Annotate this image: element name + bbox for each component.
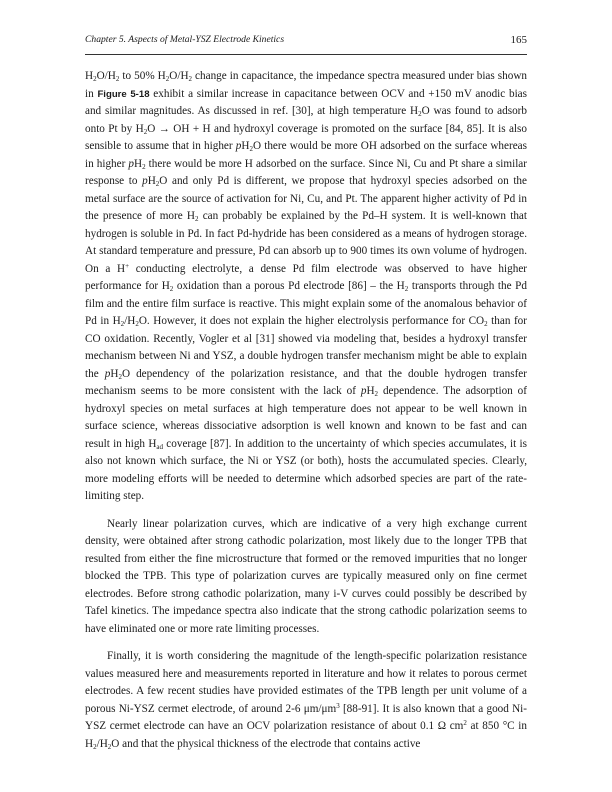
superscript: 2 (463, 719, 467, 727)
italic-text: p (142, 175, 148, 187)
text-run: /H (124, 315, 136, 327)
text-run: [88-91]. It is also known that a good Ni-YSZ cermet electrode can have an OCV polarization resistance of about 0.1 Ω cm (85, 702, 527, 732)
page-number: 165 (510, 34, 527, 46)
text-run: transports through the Pd film and the entire film surface is reactive. This might explain some of the anomalous behavior of Pd in H (85, 280, 527, 327)
paragraph (85, 516, 527, 639)
subscript: 2 (195, 215, 199, 223)
subscript: 2 (135, 320, 139, 328)
subscript: 2 (143, 127, 148, 136)
superscript: + (125, 261, 130, 270)
text-run: Nearly linear polarization curves, which are indicative of a very high exchange current density, were obtained after strong cathodic polarization, most likely due to the longer TPB that resulted from either the fine microstructure that formed or the removed impurities that no longer blocked the TPB. This type of polarization curves are typically measured only on fine cermet electrodes. Before strong cathodic polarization, many i-V curves could possibly be described by Tafel kinetics. The impedance spectra also indicate that the strong cathodic polarization seems to have eliminated one or more rate limiting processes. (85, 517, 527, 635)
subscript: 2 (249, 145, 253, 153)
subscript: 2 (169, 285, 174, 293)
italic-text: p (360, 385, 367, 397)
subscript: 2 (93, 75, 97, 83)
italic-text: p (235, 140, 242, 152)
text-run: O dependency of the polarization resistance, and that the double hydrogen transfer mechanism seems to be more consistent with the lack of (85, 367, 527, 397)
text-run: H (134, 157, 143, 170)
superscript: 3 (336, 701, 340, 710)
text-run: O and that the physical thickness of the electrode that contains active (111, 737, 421, 750)
text-run: /H (96, 737, 108, 750)
header-rule (85, 54, 527, 55)
text-run: conducting electrolyte, a dense Pd film electrode was observed to have higher performance for H (85, 262, 528, 292)
text-run: H (85, 70, 94, 82)
text-run: O there would be more OH adsorbed on the surface whereas in higher (85, 140, 527, 170)
text-run: coverage [87]. In addition to the uncertainty of which species accumulates, it is also not known which surface, the Ni or YSZ (or both), hosts the accumulated species. Clearly, more modeling efforts will be needed to determine which adsorbed species are part of the rate-limiting step. (85, 437, 527, 502)
text-run: Finally, it is worth considering the magnitude of the length-specific polarization resistance values measured here and measurements reported in literature and how it relates to porous cermet electrodes. A few recent studies have provided estimates of the TPB length per unit volume of a porous Ni-YSZ cermet electrode, of around 2-6 μm/μm (85, 650, 527, 715)
text-run: H (241, 140, 250, 152)
text-run: O. However, it does not explain the higher electrolysis performance for CO (138, 315, 485, 327)
text-run: exhibit a similar increase in capacitance between OCV and +150 mV anodic bias and similar magnitudes. As discussed in ref. [30], at high temperature H (85, 87, 527, 117)
subscript: 2 (418, 110, 422, 118)
text-run: H (110, 367, 119, 380)
text-run: there would be more H adsorbed on the surface. Since Ni, Cu and Pt share a similar response to (85, 157, 527, 187)
subscript: 2 (155, 180, 160, 188)
text-run: oxidation than a porous Pd electrode [86] – the H (173, 280, 405, 292)
paragraph (85, 648, 527, 753)
italic-text: p (128, 157, 135, 170)
chapter-title: Chapter 5. Aspects of Metal-YSZ Electrode Kinetics (85, 34, 285, 45)
subscript: 2 (374, 390, 379, 398)
paragraph (85, 68, 527, 506)
text-run: H (366, 385, 375, 397)
subscript: 2 (120, 320, 125, 328)
subscript: ad (156, 442, 164, 451)
subscript: 2 (118, 372, 122, 381)
subscript: 2 (188, 75, 193, 83)
italic-text: p (104, 367, 111, 380)
subscript: 2 (165, 75, 170, 83)
text-run: O → OH + H and hydroxyl coverage is promoted on the surface [84, 85]. It is also sensible to assume that in higher (85, 122, 527, 152)
text-run: than for CO oxidation. Recently, Vogler et al [31] showed via modeling that, besides a hydroxyl transfer mechanism between Ni and YSZ, a double hydrogen transfer mechanism might be able to explain the (85, 315, 527, 380)
text-run: to 50% H (119, 70, 166, 82)
text-run: O/H (169, 70, 189, 82)
body-text (85, 68, 527, 763)
subscript: 2 (115, 75, 120, 83)
page-header (85, 34, 527, 50)
subscript: 2 (484, 320, 488, 328)
figure-reference: Figure 5-18 (97, 88, 150, 100)
text-run: H (147, 175, 156, 187)
text-run: change in capacitance, the impedance spectra measured under bias shown in (85, 70, 527, 100)
text-run: O was found to adsorb onto Pt by H (85, 105, 528, 135)
subscript: 2 (107, 742, 112, 751)
text-run: O and only Pd is different, we propose that hydroxyl species adsorbed on the metal surface are the source of activation for Ni, Cu, and Pt. The apparent higher activity of Pd in the presence of more H (85, 175, 527, 222)
text-run: can probably be explained by the Pd–H system. It is well-known that hydrogen is soluble in Pd. In fact Pd-hydride has been considered as a means of hydrogen storage. At standard temperature and pressure, Pd can absorb up to 900 times its own volume of hydrogen. On a H (85, 210, 527, 275)
text-run: at 850 °C in H (85, 720, 528, 750)
text-run: dependence. The adsorption of hydroxyl species on metal surfaces at high temperature does not appear to be well known in surface science, whereas dissociative adsorption is well known and known to be fast and can result in high H (85, 385, 528, 450)
subscript: 2 (93, 742, 97, 751)
text-run: O/H (96, 70, 116, 82)
subscript: 2 (142, 162, 146, 171)
subscript: 2 (404, 285, 409, 293)
